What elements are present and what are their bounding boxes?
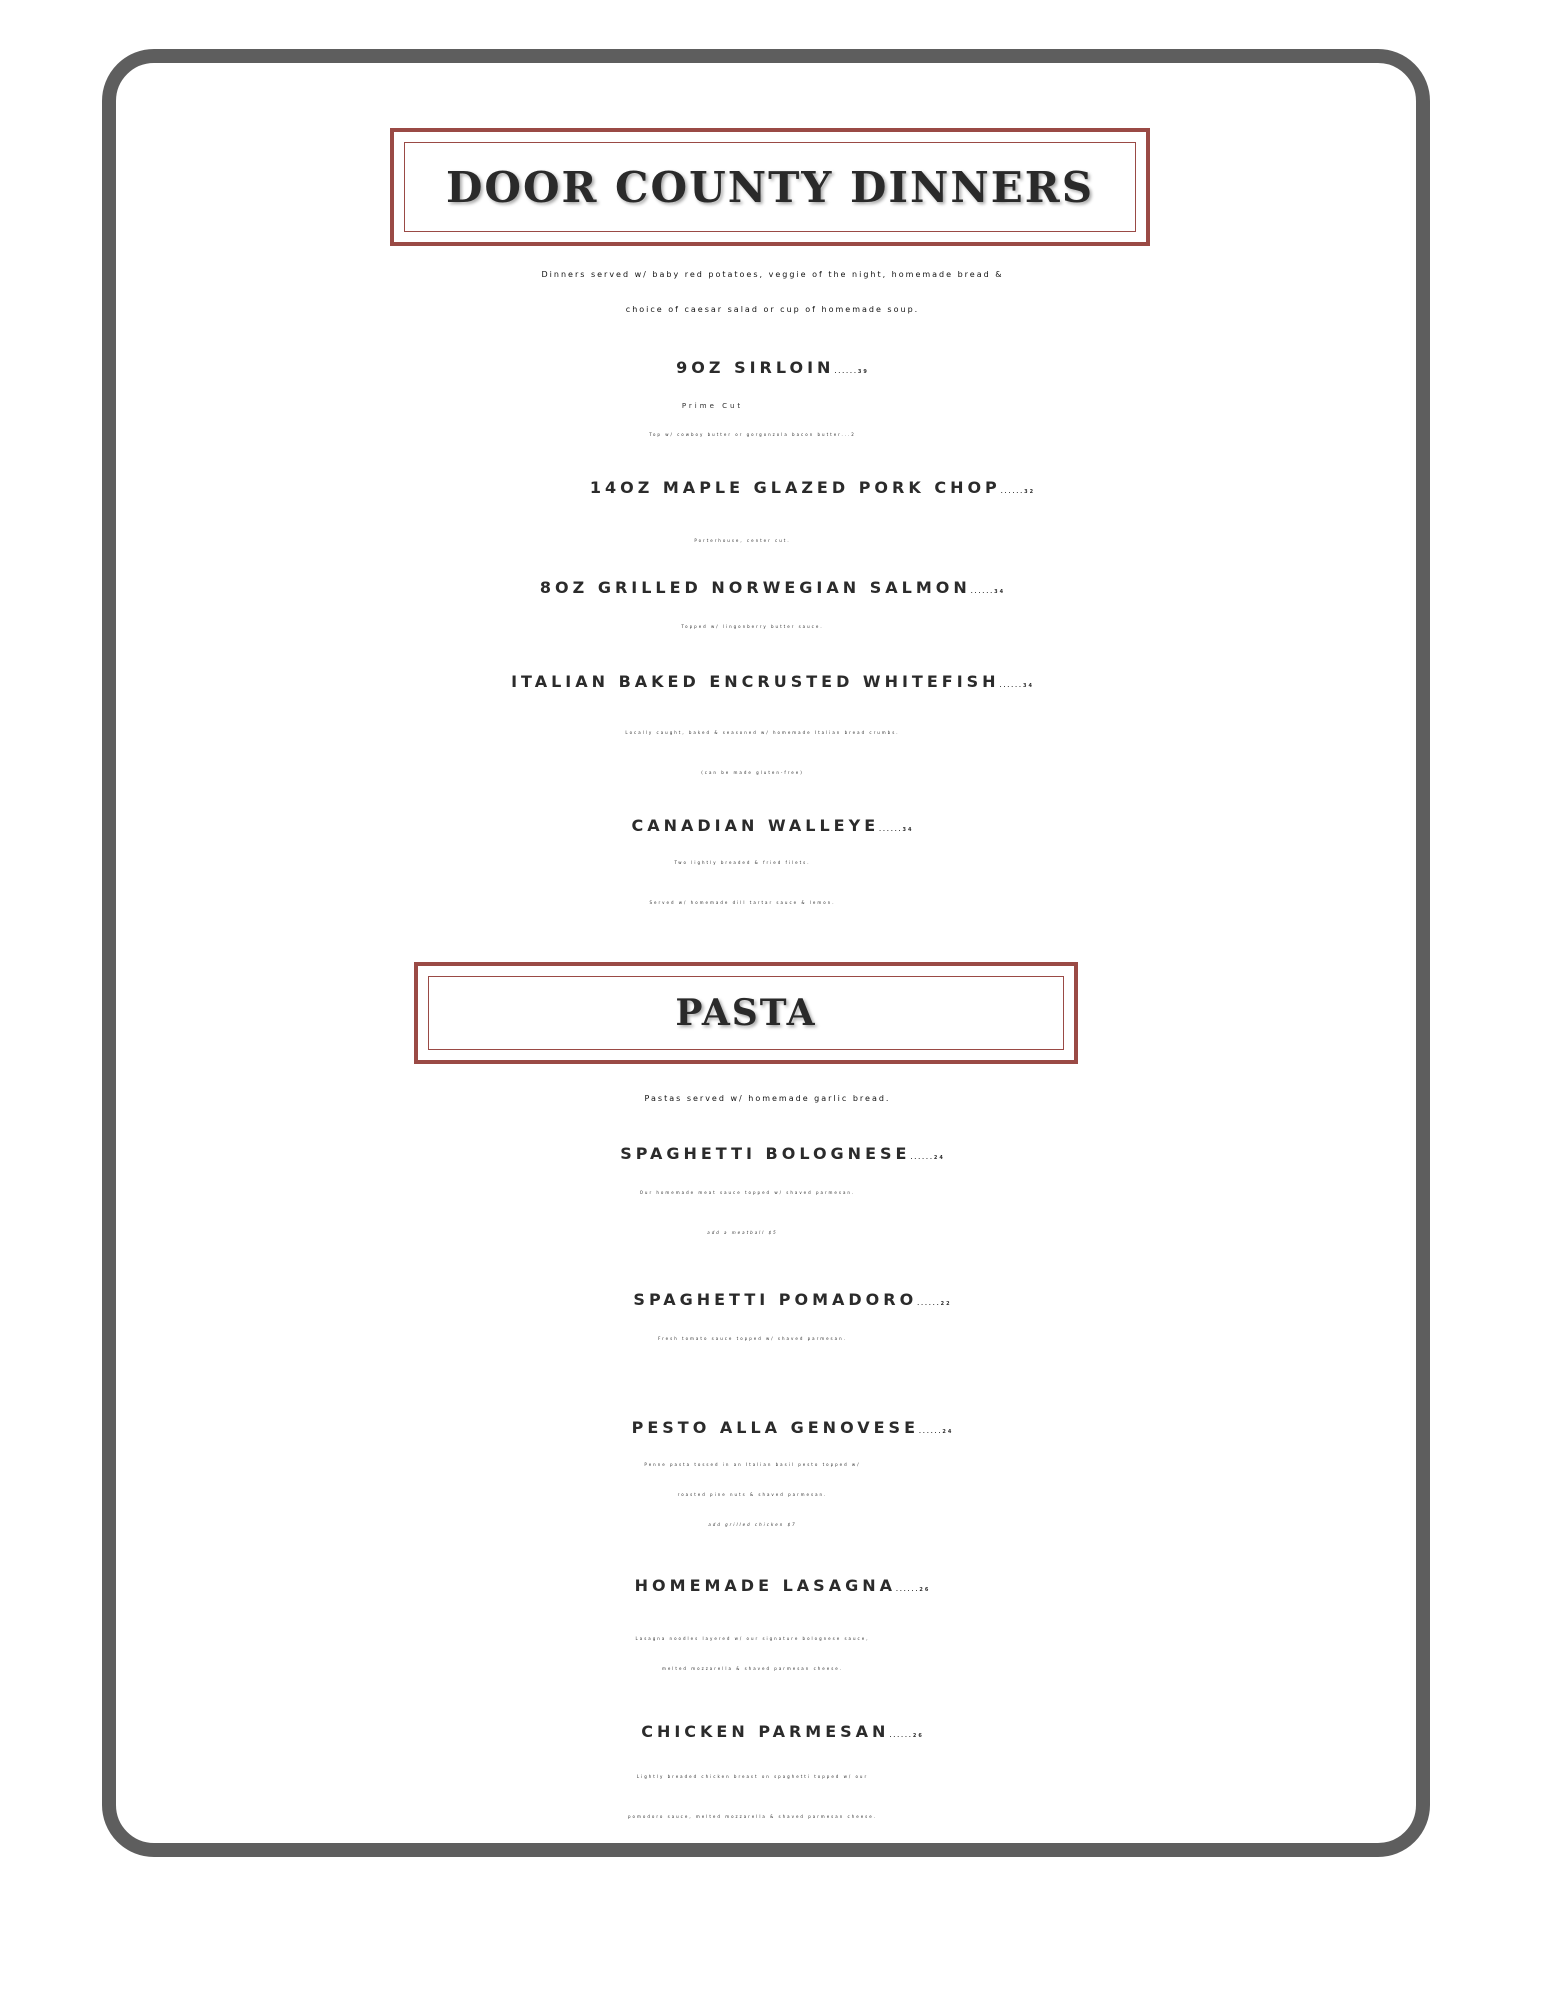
menu-item-pesto	[20, 1418, 1545, 1437]
item-name: 14OZ MAPLE GLAZED PORK CHOP	[589, 478, 1001, 497]
item-description: Two lightly breaded & fried filets.	[674, 860, 811, 865]
item-description: Locally caught, baked & seasoned w/ homemade Italian bread crumbs.	[625, 730, 900, 735]
item-price: ......39	[834, 369, 869, 375]
item-description: pomodoro sauce, melted mozzarella & shaved parmesan cheese.	[628, 1814, 877, 1819]
item-description: Topped w/ lingonberry butter sauce.	[681, 624, 824, 629]
item-description: Lightly breaded chicken breast on spaghetti topped w/ our	[636, 1774, 869, 1779]
dinners-heading: DOOR COUNTY DINNERS	[445, 162, 1095, 212]
item-name: ITALIAN BAKED ENCRUSTED WHITEFISH	[511, 672, 1000, 691]
menu-item-chicken-parmesan	[10, 1722, 1545, 1741]
item-note: add grilled chicken $7	[708, 1522, 797, 1527]
menu-item-lasagna	[10, 1576, 1545, 1595]
item-price: ......24	[910, 1155, 945, 1161]
pasta-banner	[414, 962, 1078, 1064]
item-price: ......26	[895, 1587, 931, 1593]
menu-item-walleye	[0, 816, 1545, 835]
item-price: ......34	[879, 827, 914, 833]
menu-item-bolognese	[10, 1144, 1545, 1163]
item-description: Lasagna noodles layered w/ our signature bolognese sauce,	[635, 1636, 870, 1641]
item-note: add a meatball $5	[707, 1230, 778, 1235]
menu-item-sirloin	[0, 358, 1545, 377]
item-description: Penne pasta tossed in an Italian basil pesto topped w/	[644, 1462, 861, 1467]
item-name: 9OZ SIRLOIN	[676, 358, 835, 377]
dinners-banner	[390, 128, 1150, 246]
item-price: ......34	[970, 589, 1006, 595]
menu-item-pomadoro	[20, 1290, 1545, 1309]
item-name: CHICKEN PARMESAN	[641, 1722, 890, 1741]
item-name: CANADIAN WALLEYE	[631, 816, 880, 835]
pasta-heading: PASTA	[675, 992, 817, 1034]
item-name: PESTO ALLA GENOVESE	[631, 1418, 920, 1437]
item-description: Fresh tomato sauce topped w/ shaved parmesan.	[658, 1336, 847, 1341]
item-description: Our homemade meat sauce topped w/ shaved parmesan.	[639, 1190, 856, 1195]
item-description: Porterhouse, center cut.	[694, 538, 791, 543]
item-price: ......32	[1000, 489, 1036, 495]
menu-item-pork-chop	[40, 478, 1545, 497]
item-description: Prime Cut	[681, 402, 744, 410]
item-name: SPAGHETTI BOLOGNESE	[620, 1144, 911, 1163]
item-price: ......26	[889, 1733, 924, 1739]
pasta-intro: Pastas served w/ homemade garlic bread.	[644, 1094, 891, 1103]
item-description: Served w/ homemade dill tartar sauce & lemon.	[649, 900, 836, 905]
item-price: ......24	[919, 1429, 954, 1435]
item-name: HOMEMADE LASAGNA	[634, 1576, 896, 1595]
item-price: ......22	[917, 1301, 952, 1307]
dinners-intro-line2: choice of caesar salad or cup of homemade soup.	[625, 305, 920, 314]
item-description: roasted pine nuts & shaved parmesan.	[677, 1492, 828, 1497]
menu-item-salmon	[0, 578, 1545, 597]
item-name: 8OZ GRILLED NORWEGIAN SALMON	[539, 578, 971, 597]
menu-item-whitefish	[0, 672, 1545, 691]
item-price: ......34	[999, 683, 1034, 689]
item-name: SPAGHETTI POMADORO	[633, 1290, 918, 1309]
dinners-intro-line1: Dinners served w/ baby red potatoes, veggie of the night, homemade bread &	[541, 270, 1004, 279]
item-description: (can be made gluten-free)	[701, 770, 804, 775]
item-description: Top w/ cowboy butter or gorgonzola bacon butter...2	[649, 432, 856, 437]
item-description: melted mozzarella & shaved parmesan cheese.	[661, 1666, 844, 1671]
